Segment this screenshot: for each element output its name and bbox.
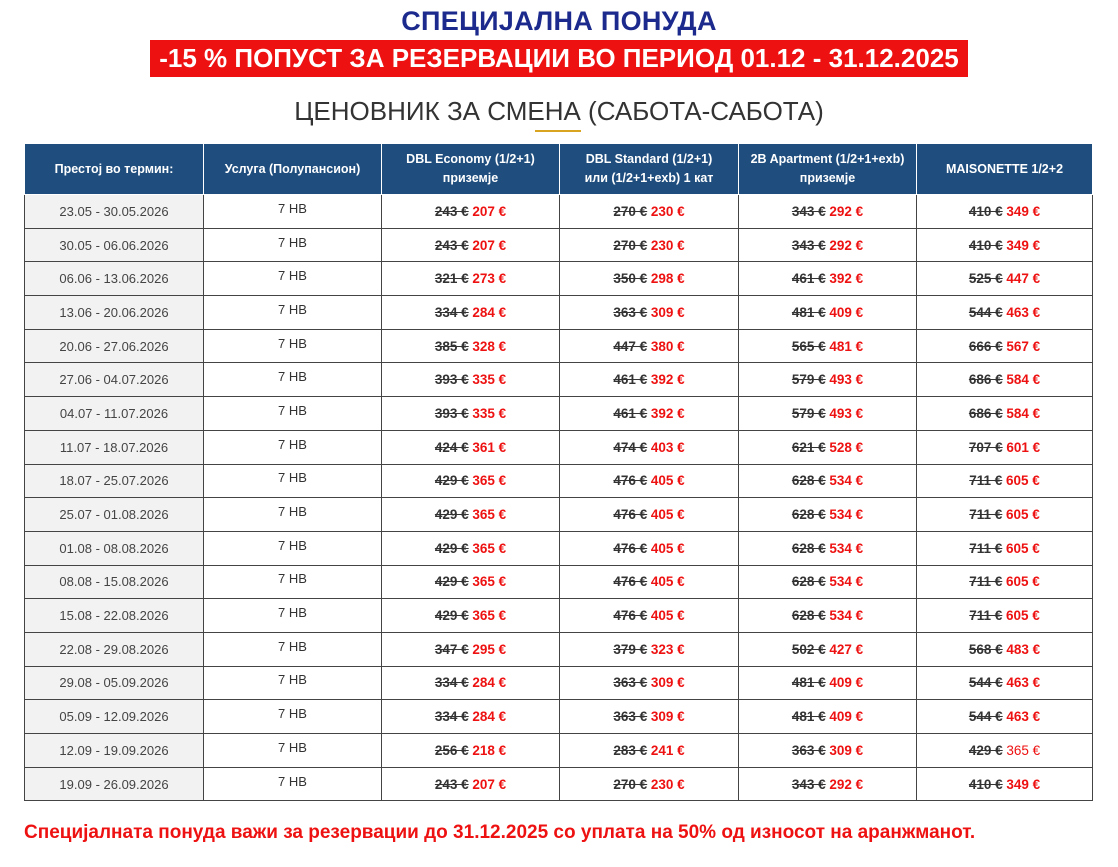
service-cell: 7 НВ xyxy=(204,397,382,431)
new-price: 309 € xyxy=(650,709,685,725)
service-cell: 7 НВ xyxy=(204,531,382,565)
old-price: 628 € xyxy=(791,608,826,624)
column-header xyxy=(917,144,1093,195)
table-body xyxy=(25,195,1093,801)
price-cell xyxy=(560,632,739,666)
old-price: 579 € xyxy=(791,405,826,421)
price-cell xyxy=(739,363,917,397)
period-cell: 30.05 - 06.06.2026 xyxy=(25,228,204,262)
new-price: 534 € xyxy=(829,540,864,556)
price-cell xyxy=(917,498,1093,532)
table-row xyxy=(25,565,1093,599)
price-cell xyxy=(382,700,560,734)
service-cell: 7 НВ xyxy=(204,296,382,330)
table-row xyxy=(25,329,1093,363)
old-price: 461 € xyxy=(613,372,648,388)
old-price: 476 € xyxy=(613,608,648,624)
old-price: 711 € xyxy=(969,608,1003,624)
new-price: 409 € xyxy=(829,675,864,691)
service-cell: 7 НВ xyxy=(204,632,382,666)
period-cell: 19.09 - 26.09.2026 xyxy=(25,767,204,801)
price-cell xyxy=(917,632,1093,666)
price-cell xyxy=(917,599,1093,633)
price-cell xyxy=(917,363,1093,397)
old-price: 474 € xyxy=(613,439,648,455)
old-price: 711 € xyxy=(969,473,1003,489)
new-price: 292 € xyxy=(829,776,864,792)
price-cell xyxy=(382,228,560,262)
new-price: 207 € xyxy=(472,776,507,792)
old-price: 568 € xyxy=(968,641,1003,657)
service-cell: 7 НВ xyxy=(204,565,382,599)
old-price: 711 € xyxy=(969,540,1003,556)
new-price: 403 € xyxy=(650,439,685,455)
old-price: 243 € xyxy=(434,237,469,253)
price-cell xyxy=(739,464,917,498)
price-cell xyxy=(560,363,739,397)
column-header xyxy=(204,144,382,195)
old-price: 481 € xyxy=(791,709,826,725)
price-cell xyxy=(560,599,739,633)
price-cell xyxy=(917,228,1093,262)
price-cell xyxy=(382,767,560,801)
price-cell xyxy=(382,599,560,633)
new-price: 361 € xyxy=(472,439,507,455)
price-cell xyxy=(917,329,1093,363)
new-price: 273 € xyxy=(472,271,507,287)
service-cell: 7 НВ xyxy=(204,329,382,363)
column-header xyxy=(25,144,204,195)
service-cell: 7 НВ xyxy=(204,228,382,262)
new-price: 284 € xyxy=(472,304,507,320)
period-cell: 08.08 - 15.08.2026 xyxy=(25,565,204,599)
old-price: 429 € xyxy=(434,473,469,489)
price-cell xyxy=(739,700,917,734)
new-price: 534 € xyxy=(829,507,864,523)
new-price: 534 € xyxy=(829,473,864,489)
new-price: 365 € xyxy=(1006,742,1041,758)
old-price: 385 € xyxy=(434,338,469,354)
new-price: 493 € xyxy=(829,372,864,388)
column-header-line1: 2B Apartment (1/2+1+exb) xyxy=(750,152,905,166)
table-row xyxy=(25,666,1093,700)
old-price: 461 € xyxy=(791,271,826,287)
offer-title: СПЕЦИЈАЛНА ПОНУДА xyxy=(401,6,717,36)
old-price: 347 € xyxy=(434,641,469,657)
old-price: 628 € xyxy=(791,473,826,489)
period-cell: 18.07 - 25.07.2026 xyxy=(25,464,204,498)
new-price: 605 € xyxy=(1005,473,1040,489)
old-price: 429 € xyxy=(434,574,469,590)
price-cell xyxy=(560,700,739,734)
price-cell xyxy=(560,430,739,464)
old-price: 410 € xyxy=(968,203,1003,219)
new-price: 409 € xyxy=(829,709,864,725)
old-price: 429 € xyxy=(968,742,1003,758)
service-cell: 7 НВ xyxy=(204,498,382,532)
price-cell xyxy=(739,296,917,330)
old-price: 429 € xyxy=(434,507,469,523)
new-price: 309 € xyxy=(650,304,685,320)
table-row xyxy=(25,363,1093,397)
new-price: 605 € xyxy=(1005,540,1040,556)
new-price: 349 € xyxy=(1006,776,1041,792)
old-price: 544 € xyxy=(968,304,1003,320)
price-cell xyxy=(739,666,917,700)
old-price: 686 € xyxy=(968,372,1003,388)
price-table xyxy=(24,143,1093,801)
price-cell xyxy=(917,195,1093,229)
new-price: 230 € xyxy=(650,203,685,219)
price-cell xyxy=(917,430,1093,464)
old-price: 707 € xyxy=(968,439,1003,455)
old-price: 579 € xyxy=(791,372,826,388)
new-price: 534 € xyxy=(829,608,864,624)
period-cell: 12.09 - 19.09.2026 xyxy=(25,734,204,768)
price-cell xyxy=(560,531,739,565)
price-cell xyxy=(382,363,560,397)
old-price: 711 € xyxy=(969,507,1003,523)
old-price: 544 € xyxy=(968,709,1003,725)
table-row xyxy=(25,262,1093,296)
service-cell: 7 НВ xyxy=(204,464,382,498)
old-price: 447 € xyxy=(613,338,648,354)
price-cell xyxy=(739,632,917,666)
new-price: 230 € xyxy=(650,776,685,792)
service-cell: 7 НВ xyxy=(204,767,382,801)
new-price: 605 € xyxy=(1005,507,1040,523)
new-price: 605 € xyxy=(1005,574,1040,590)
new-price: 447 € xyxy=(1006,271,1041,287)
period-cell: 01.08 - 08.08.2026 xyxy=(25,531,204,565)
new-price: 298 € xyxy=(650,271,685,287)
new-price: 365 € xyxy=(472,540,507,556)
new-price: 365 € xyxy=(472,473,507,489)
old-price: 429 € xyxy=(434,540,469,556)
price-cell xyxy=(739,599,917,633)
table-row xyxy=(25,531,1093,565)
price-cell xyxy=(382,296,560,330)
old-price: 343 € xyxy=(791,203,826,219)
service-cell: 7 НВ xyxy=(204,262,382,296)
price-cell xyxy=(917,397,1093,431)
price-cell xyxy=(382,464,560,498)
price-cell xyxy=(560,767,739,801)
price-cell xyxy=(917,296,1093,330)
new-price: 241 € xyxy=(650,742,685,758)
heading-underline xyxy=(535,130,581,132)
discount-banner-wrap xyxy=(0,40,1118,77)
table-row xyxy=(25,734,1093,768)
old-price: 686 € xyxy=(968,405,1003,421)
price-cell xyxy=(739,498,917,532)
old-price: 565 € xyxy=(791,338,826,354)
old-price: 476 € xyxy=(613,540,648,556)
period-cell: 29.08 - 05.09.2026 xyxy=(25,666,204,700)
old-price: 270 € xyxy=(613,203,648,219)
table-row xyxy=(25,397,1093,431)
old-price: 334 € xyxy=(434,709,469,725)
price-cell xyxy=(917,734,1093,768)
period-cell: 06.06 - 13.06.2026 xyxy=(25,262,204,296)
old-price: 363 € xyxy=(613,675,648,691)
price-cell xyxy=(917,666,1093,700)
new-price: 292 € xyxy=(829,237,864,253)
price-list-heading: ЦЕНОВНИК ЗА СМЕНА (САБОТА-САБОТА) xyxy=(294,96,824,126)
column-header-line1: DBL Standard (1/2+1) xyxy=(585,152,713,166)
price-cell xyxy=(739,767,917,801)
new-price: 463 € xyxy=(1006,304,1041,320)
table-row xyxy=(25,464,1093,498)
old-price: 628 € xyxy=(791,507,826,523)
period-cell: 04.07 - 11.07.2026 xyxy=(25,397,204,431)
new-price: 405 € xyxy=(650,473,685,489)
new-price: 392 € xyxy=(650,405,685,421)
old-price: 343 € xyxy=(791,776,826,792)
new-price: 605 € xyxy=(1005,608,1040,624)
old-price: 350 € xyxy=(613,271,648,287)
price-cell xyxy=(560,734,739,768)
new-price: 284 € xyxy=(472,675,507,691)
old-price: 666 € xyxy=(968,338,1003,354)
old-price: 393 € xyxy=(434,372,469,388)
period-cell: 11.07 - 18.07.2026 xyxy=(25,430,204,464)
price-cell xyxy=(382,666,560,700)
price-cell xyxy=(560,565,739,599)
new-price: 309 € xyxy=(650,675,685,691)
new-price: 292 € xyxy=(829,203,864,219)
old-price: 544 € xyxy=(968,675,1003,691)
old-price: 628 € xyxy=(791,574,826,590)
new-price: 427 € xyxy=(829,641,864,657)
old-price: 476 € xyxy=(613,507,648,523)
new-price: 483 € xyxy=(1006,641,1041,657)
new-price: 380 € xyxy=(650,338,685,354)
service-cell: 7 НВ xyxy=(204,599,382,633)
old-price: 429 € xyxy=(434,608,469,624)
price-cell xyxy=(560,666,739,700)
old-price: 270 € xyxy=(613,237,648,253)
new-price: 230 € xyxy=(650,237,685,253)
new-price: 323 € xyxy=(650,641,685,657)
old-price: 243 € xyxy=(434,203,469,219)
old-price: 481 € xyxy=(791,675,826,691)
old-price: 502 € xyxy=(791,641,826,657)
old-price: 334 € xyxy=(434,675,469,691)
column-header-line1: Престој во термин: xyxy=(54,161,174,176)
old-price: 393 € xyxy=(434,405,469,421)
table-row xyxy=(25,498,1093,532)
new-price: 481 € xyxy=(829,338,864,354)
service-cell: 7 НВ xyxy=(204,363,382,397)
column-header-line2: или (1/2+1+exb) 1 кат xyxy=(584,171,714,185)
price-cell xyxy=(382,531,560,565)
old-price: 476 € xyxy=(613,574,648,590)
price-cell xyxy=(560,228,739,262)
price-cell xyxy=(560,397,739,431)
new-price: 335 € xyxy=(472,405,507,421)
price-cell xyxy=(382,329,560,363)
old-price: 270 € xyxy=(613,776,648,792)
new-price: 365 € xyxy=(472,507,507,523)
table-row xyxy=(25,700,1093,734)
price-cell xyxy=(382,565,560,599)
new-price: 392 € xyxy=(829,271,864,287)
new-price: 493 € xyxy=(829,405,864,421)
new-price: 405 € xyxy=(650,574,685,590)
price-cell xyxy=(560,498,739,532)
price-cell xyxy=(739,329,917,363)
service-cell: 7 НВ xyxy=(204,666,382,700)
old-price: 283 € xyxy=(613,742,648,758)
new-price: 584 € xyxy=(1006,405,1041,421)
old-price: 481 € xyxy=(791,304,826,320)
service-cell: 7 НВ xyxy=(204,700,382,734)
old-price: 711 € xyxy=(969,574,1003,590)
price-cell xyxy=(382,195,560,229)
table-row xyxy=(25,296,1093,330)
old-price: 321 € xyxy=(434,271,469,287)
new-price: 567 € xyxy=(1006,338,1041,354)
new-price: 534 € xyxy=(829,574,864,590)
service-cell: 7 НВ xyxy=(204,734,382,768)
period-cell: 20.06 - 27.06.2026 xyxy=(25,329,204,363)
price-cell xyxy=(917,531,1093,565)
table-row xyxy=(25,430,1093,464)
price-cell xyxy=(382,498,560,532)
old-price: 243 € xyxy=(434,776,469,792)
period-cell: 05.09 - 12.09.2026 xyxy=(25,700,204,734)
new-price: 365 € xyxy=(472,608,507,624)
old-price: 410 € xyxy=(968,776,1003,792)
price-cell xyxy=(560,296,739,330)
new-price: 295 € xyxy=(472,641,507,657)
new-price: 218 € xyxy=(472,742,507,758)
new-price: 463 € xyxy=(1006,709,1041,725)
period-cell: 27.06 - 04.07.2026 xyxy=(25,363,204,397)
price-cell xyxy=(739,531,917,565)
price-cell xyxy=(917,565,1093,599)
old-price: 363 € xyxy=(613,304,648,320)
price-cell xyxy=(560,262,739,296)
old-price: 525 € xyxy=(968,271,1003,287)
old-price: 424 € xyxy=(434,439,469,455)
old-price: 476 € xyxy=(613,473,648,489)
table-row xyxy=(25,228,1093,262)
old-price: 621 € xyxy=(791,439,826,455)
new-price: 601 € xyxy=(1006,439,1041,455)
column-header xyxy=(739,144,917,195)
price-cell xyxy=(382,397,560,431)
price-cell xyxy=(382,632,560,666)
new-price: 335 € xyxy=(472,372,507,388)
new-price: 365 € xyxy=(472,574,507,590)
column-header-line1: Услуга (Полупансион) xyxy=(224,161,361,176)
price-cell xyxy=(560,464,739,498)
service-cell: 7 НВ xyxy=(204,430,382,464)
new-price: 405 € xyxy=(650,608,685,624)
old-price: 334 € xyxy=(434,304,469,320)
old-price: 379 € xyxy=(613,641,648,657)
period-cell: 23.05 - 30.05.2026 xyxy=(25,195,204,229)
price-cell xyxy=(739,397,917,431)
new-price: 349 € xyxy=(1006,203,1041,219)
new-price: 409 € xyxy=(829,304,864,320)
price-cell xyxy=(739,430,917,464)
period-cell: 13.06 - 20.06.2026 xyxy=(25,296,204,330)
old-price: 410 € xyxy=(968,237,1003,253)
price-cell xyxy=(739,262,917,296)
table-row xyxy=(25,767,1093,801)
old-price: 628 € xyxy=(791,540,826,556)
table-row xyxy=(25,599,1093,633)
new-price: 528 € xyxy=(829,439,864,455)
column-header xyxy=(382,144,560,195)
price-cell xyxy=(382,734,560,768)
price-cell xyxy=(560,195,739,229)
new-price: 349 € xyxy=(1006,237,1041,253)
column-header-line1: MAISONETTE 1/2+2 xyxy=(945,161,1064,176)
discount-banner: -15 % ПОПУСТ ЗА РЕЗЕРВАЦИИ ВО ПЕРИОД 01.12 - 31.12.2025 xyxy=(150,40,968,77)
table-header-row xyxy=(25,144,1093,195)
price-cell xyxy=(917,464,1093,498)
price-cell xyxy=(917,262,1093,296)
table-row xyxy=(25,195,1093,229)
price-cell xyxy=(739,734,917,768)
old-price: 363 € xyxy=(613,709,648,725)
column-header xyxy=(560,144,739,195)
column-header-line1: DBL Economy (1/2+1) xyxy=(406,152,535,166)
new-price: 309 € xyxy=(829,742,864,758)
footer-note: Специјалната понуда важи за резервации до 31.12.2025 со уплата на 50% од износот на аранжманот. xyxy=(24,822,976,843)
new-price: 463 € xyxy=(1006,675,1041,691)
service-cell: 7 НВ xyxy=(204,195,382,229)
old-price: 256 € xyxy=(434,742,469,758)
price-cell xyxy=(739,565,917,599)
new-price: 328 € xyxy=(472,338,507,354)
new-price: 405 € xyxy=(650,540,685,556)
price-cell xyxy=(382,262,560,296)
old-price: 363 € xyxy=(791,742,826,758)
column-header-line2: приземје xyxy=(442,171,499,185)
old-price: 343 € xyxy=(791,237,826,253)
new-price: 392 € xyxy=(650,372,685,388)
price-cell xyxy=(560,329,739,363)
new-price: 284 € xyxy=(472,709,507,725)
new-price: 584 € xyxy=(1006,372,1041,388)
column-header-line2: приземје xyxy=(799,171,856,185)
price-cell xyxy=(739,228,917,262)
price-cell xyxy=(382,430,560,464)
new-price: 207 € xyxy=(472,203,507,219)
table-row xyxy=(25,632,1093,666)
price-cell xyxy=(917,700,1093,734)
price-cell xyxy=(917,767,1093,801)
period-cell: 22.08 - 29.08.2026 xyxy=(25,632,204,666)
new-price: 207 € xyxy=(472,237,507,253)
new-price: 405 € xyxy=(650,507,685,523)
old-price: 461 € xyxy=(613,405,648,421)
price-cell xyxy=(739,195,917,229)
period-cell: 25.07 - 01.08.2026 xyxy=(25,498,204,532)
period-cell: 15.08 - 22.08.2026 xyxy=(25,599,204,633)
